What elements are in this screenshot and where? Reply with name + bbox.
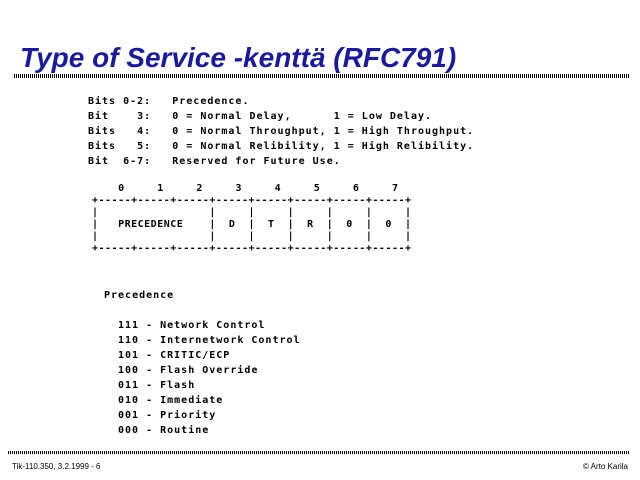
- precedence-list: 111 - Network Control 110 - Internetwork Control 101 - CRITIC/ECP 100 - Flash Override 011 - Flash 010 - Immediate 001 - Priority 000 - Routine: [118, 320, 301, 436]
- footer-course-info: Tik-110.350, 3.2.1999 - 6: [12, 462, 101, 471]
- footer-divider: [8, 451, 629, 454]
- slide-title: Type of Service -kenttä (RFC791): [20, 42, 457, 73]
- footer-copyright: © Arto Karila: [582, 462, 628, 471]
- bits-definition: Bits 0-2: Precedence. Bit 3: 0 = Normal Delay, 1 = Low Delay. Bits 4: 0 = Normal Throughput, 1 = High Throughput. Bits 5: 0 = Normal Relibility, 1 = High Relibility. Bit 6-7: Reserved for Future Use.: [88, 96, 475, 167]
- title-divider: [14, 74, 629, 78]
- precedence-heading: Precedence: [104, 290, 175, 301]
- tos-bit-diagram: 0 1 2 3 4 5 6 7 +-----+-----+-----+-----+-----+-----+-----+-----+ | | | | | | | | PRECEDENCE | D | T | R | 0 | 0 | | | | | | | | +-----+-----+-----+-----+-----+-----+-----+-----+: [92, 183, 412, 254]
